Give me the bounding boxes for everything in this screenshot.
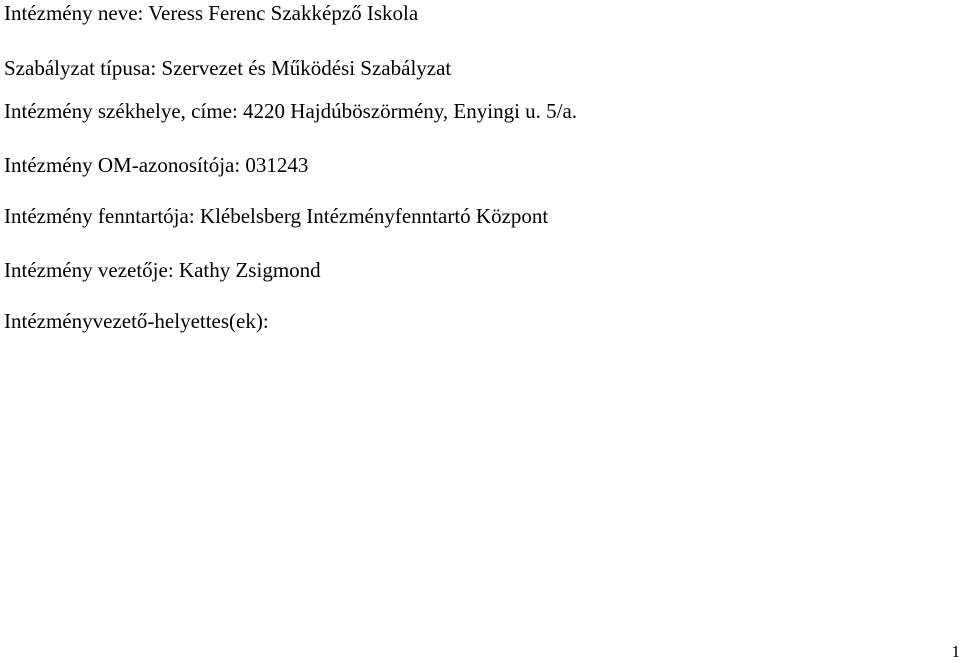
institution-name-line: Intézmény neve: Veress Ferenc Szakképző Iskola (4, 1, 419, 25)
deputy-directors-line: Intézményvezető-helyettes(ek): (4, 309, 269, 333)
maintainer-line: Intézmény fenntartója: Klébelsberg Intézményfenntartó Központ (4, 204, 549, 228)
institution-address-line: Intézmény székhelye, címe: 4220 Hajdúböszörmény, Enyingi u. 5/a. (4, 99, 578, 123)
om-identifier-line: Intézmény OM-azonosítója: 031243 (4, 153, 309, 177)
page-number: 1 (951, 642, 960, 661)
director-line: Intézmény vezetője: Kathy Zsigmond (4, 258, 321, 282)
regulation-type-line: Szabályzat típusa: Szervezet és Működési Szabályzat (4, 56, 452, 80)
